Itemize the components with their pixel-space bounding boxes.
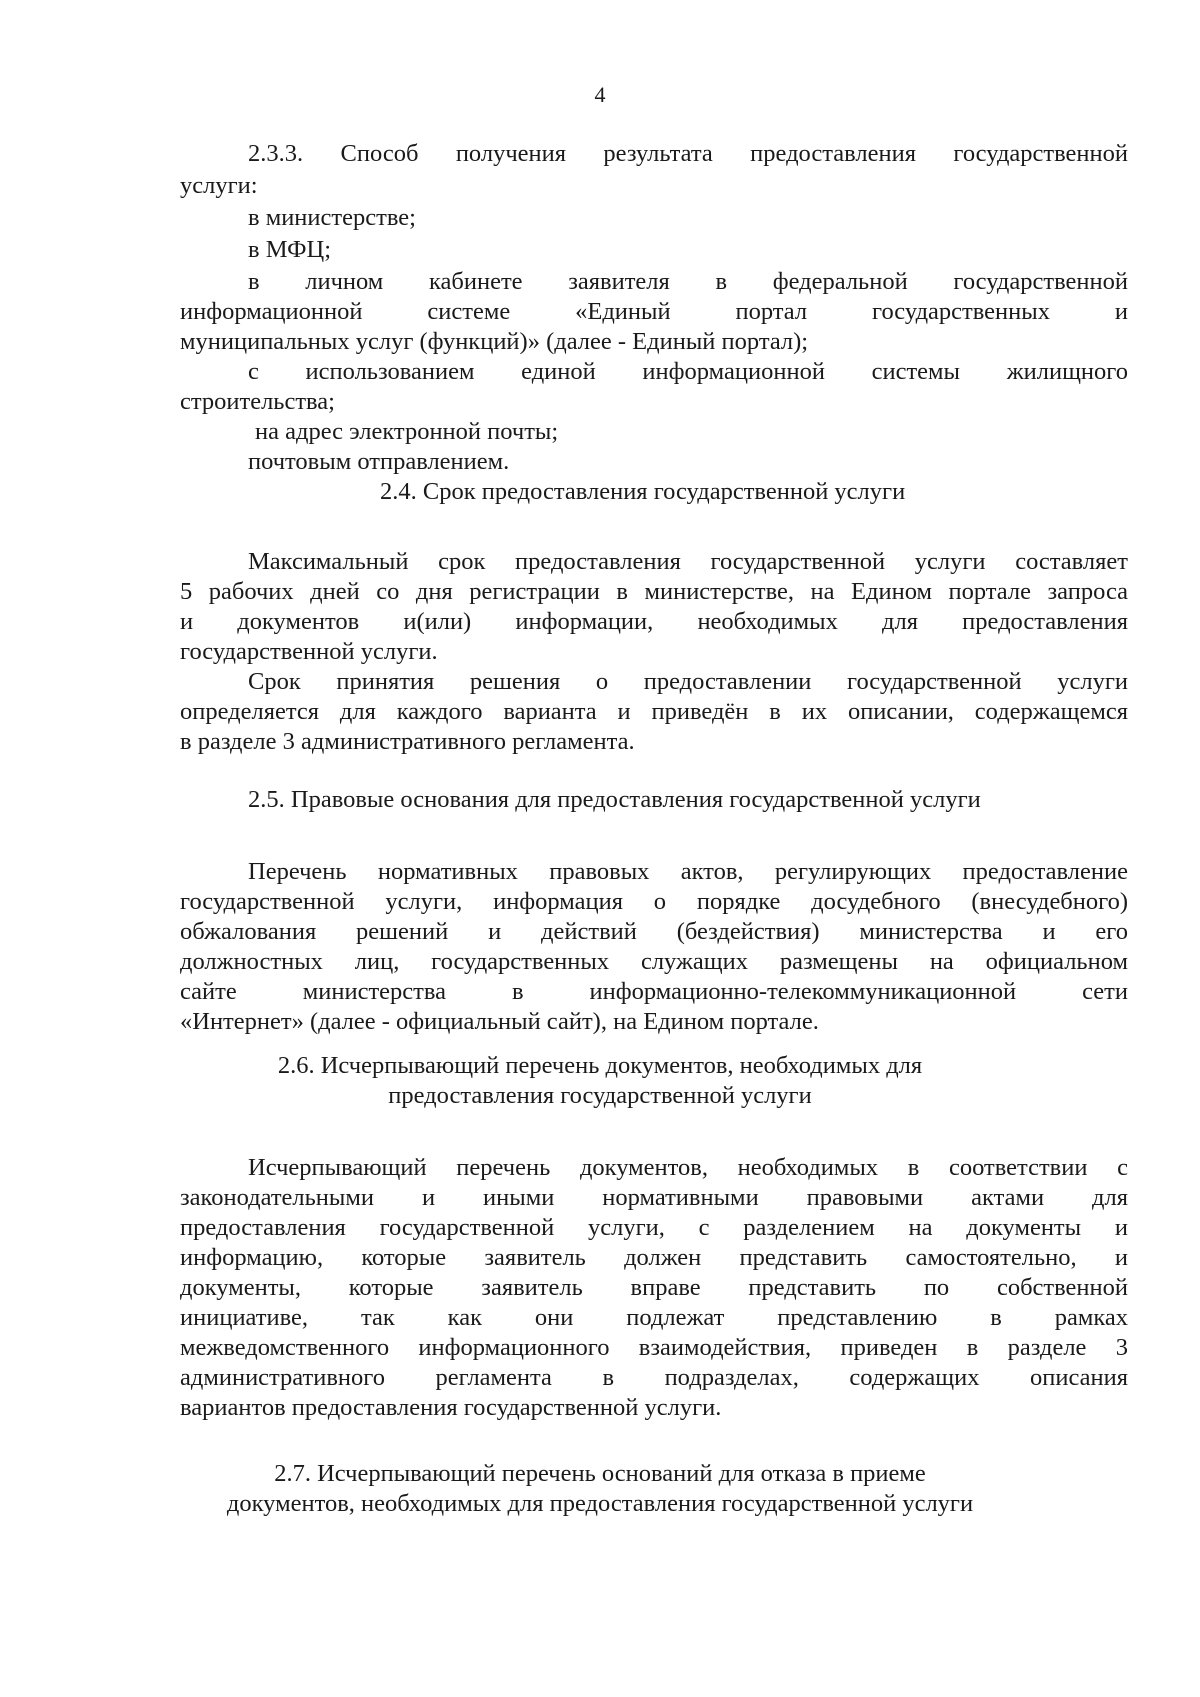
paragraph-line: Перечень нормативных правовых актов, регулирующих предоставление	[248, 858, 1128, 885]
paragraph-line: услуги:	[180, 172, 258, 199]
paragraph-line: Исчерпывающий перечень документов, необходимых в соответствии с	[248, 1154, 1128, 1181]
section-heading: 2.5. Правовые основания для предоставления государственной услуги	[248, 786, 981, 813]
paragraph-line: строительства;	[180, 388, 335, 415]
paragraph-line: 2.3.3. Способ получения результата предоставления государственной	[248, 140, 1128, 167]
paragraph-line: информацию, которые заявитель должен представить самостоятельно, и	[180, 1244, 1128, 1271]
section-heading: 2.6. Исчерпывающий перечень документов, необходимых для	[277, 1052, 923, 1079]
paragraph-line: законодательными и иными нормативными правовыми актами для	[180, 1184, 1128, 1211]
paragraph-line: должностных лиц, государственных служащих размещены на официальном	[180, 948, 1128, 975]
paragraph-line: в разделе 3 административного регламента.	[180, 728, 635, 755]
section-heading: 2.7. Исчерпывающий перечень оснований для отказа в приеме	[274, 1460, 926, 1487]
list-item: в МФЦ;	[248, 236, 332, 263]
paragraph-line: и документов и(или) информации, необходимых для предоставления	[180, 608, 1128, 635]
list-item: на адрес электронной почты;	[255, 418, 559, 445]
paragraph-line: Максимальный срок предоставления государственной услуги составляет	[248, 548, 1128, 575]
paragraph-line: вариантов предоставления государственной услуги.	[180, 1394, 722, 1421]
page-number: 4	[594, 82, 606, 107]
paragraph-line: государственной услуги.	[180, 638, 438, 665]
list-item: с использованием единой информационной системы жилищного	[248, 358, 1128, 385]
section-heading: предоставления государственной услуги	[388, 1082, 812, 1109]
paragraph-line: административного регламента в подразделах, содержащих описания	[180, 1364, 1128, 1391]
paragraph-line: «Интернет» (далее - официальный сайт), на Едином портале.	[180, 1008, 819, 1035]
paragraph-line: сайте министерства в информационно-телекоммуникационной сети	[180, 978, 1128, 1005]
section-heading: 2.4. Срок предоставления государственной услуги	[380, 478, 906, 505]
list-item: почтовым отправлением.	[248, 448, 510, 475]
paragraph-line: инициативе, так как они подлежат представлению в рамках	[180, 1304, 1128, 1331]
paragraph-line: определяется для каждого варианта и приведён в их описании, содержащемся	[180, 698, 1128, 725]
paragraph-line: предоставления государственной услуги, с разделением на документы и	[180, 1214, 1128, 1241]
section-heading: документов, необходимых для предоставления государственной услуги	[226, 1490, 974, 1517]
paragraph-line: межведомственного информационного взаимодействия, приведен в разделе 3	[180, 1334, 1128, 1361]
paragraph-line: Срок принятия решения о предоставлении государственной услуги	[248, 668, 1128, 695]
list-item: в личном кабинете заявителя в федеральной государственной	[248, 268, 1128, 295]
paragraph-line: 5 рабочих дней со дня регистрации в министерстве, на Едином портале запроса	[180, 578, 1128, 605]
paragraph-line: обжалования решений и действий (бездействия) министерства и его	[180, 918, 1128, 945]
paragraph-line: информационной системе «Единый портал государственных и	[180, 298, 1128, 325]
paragraph-line: документы, которые заявитель вправе представить по собственной	[180, 1274, 1128, 1301]
paragraph-line: государственной услуги, информация о порядке досудебного (внесудебного)	[180, 888, 1128, 915]
paragraph-line: муниципальных услуг (функций)» (далее - Единый портал);	[180, 328, 809, 355]
list-item: в министерстве;	[248, 204, 416, 231]
